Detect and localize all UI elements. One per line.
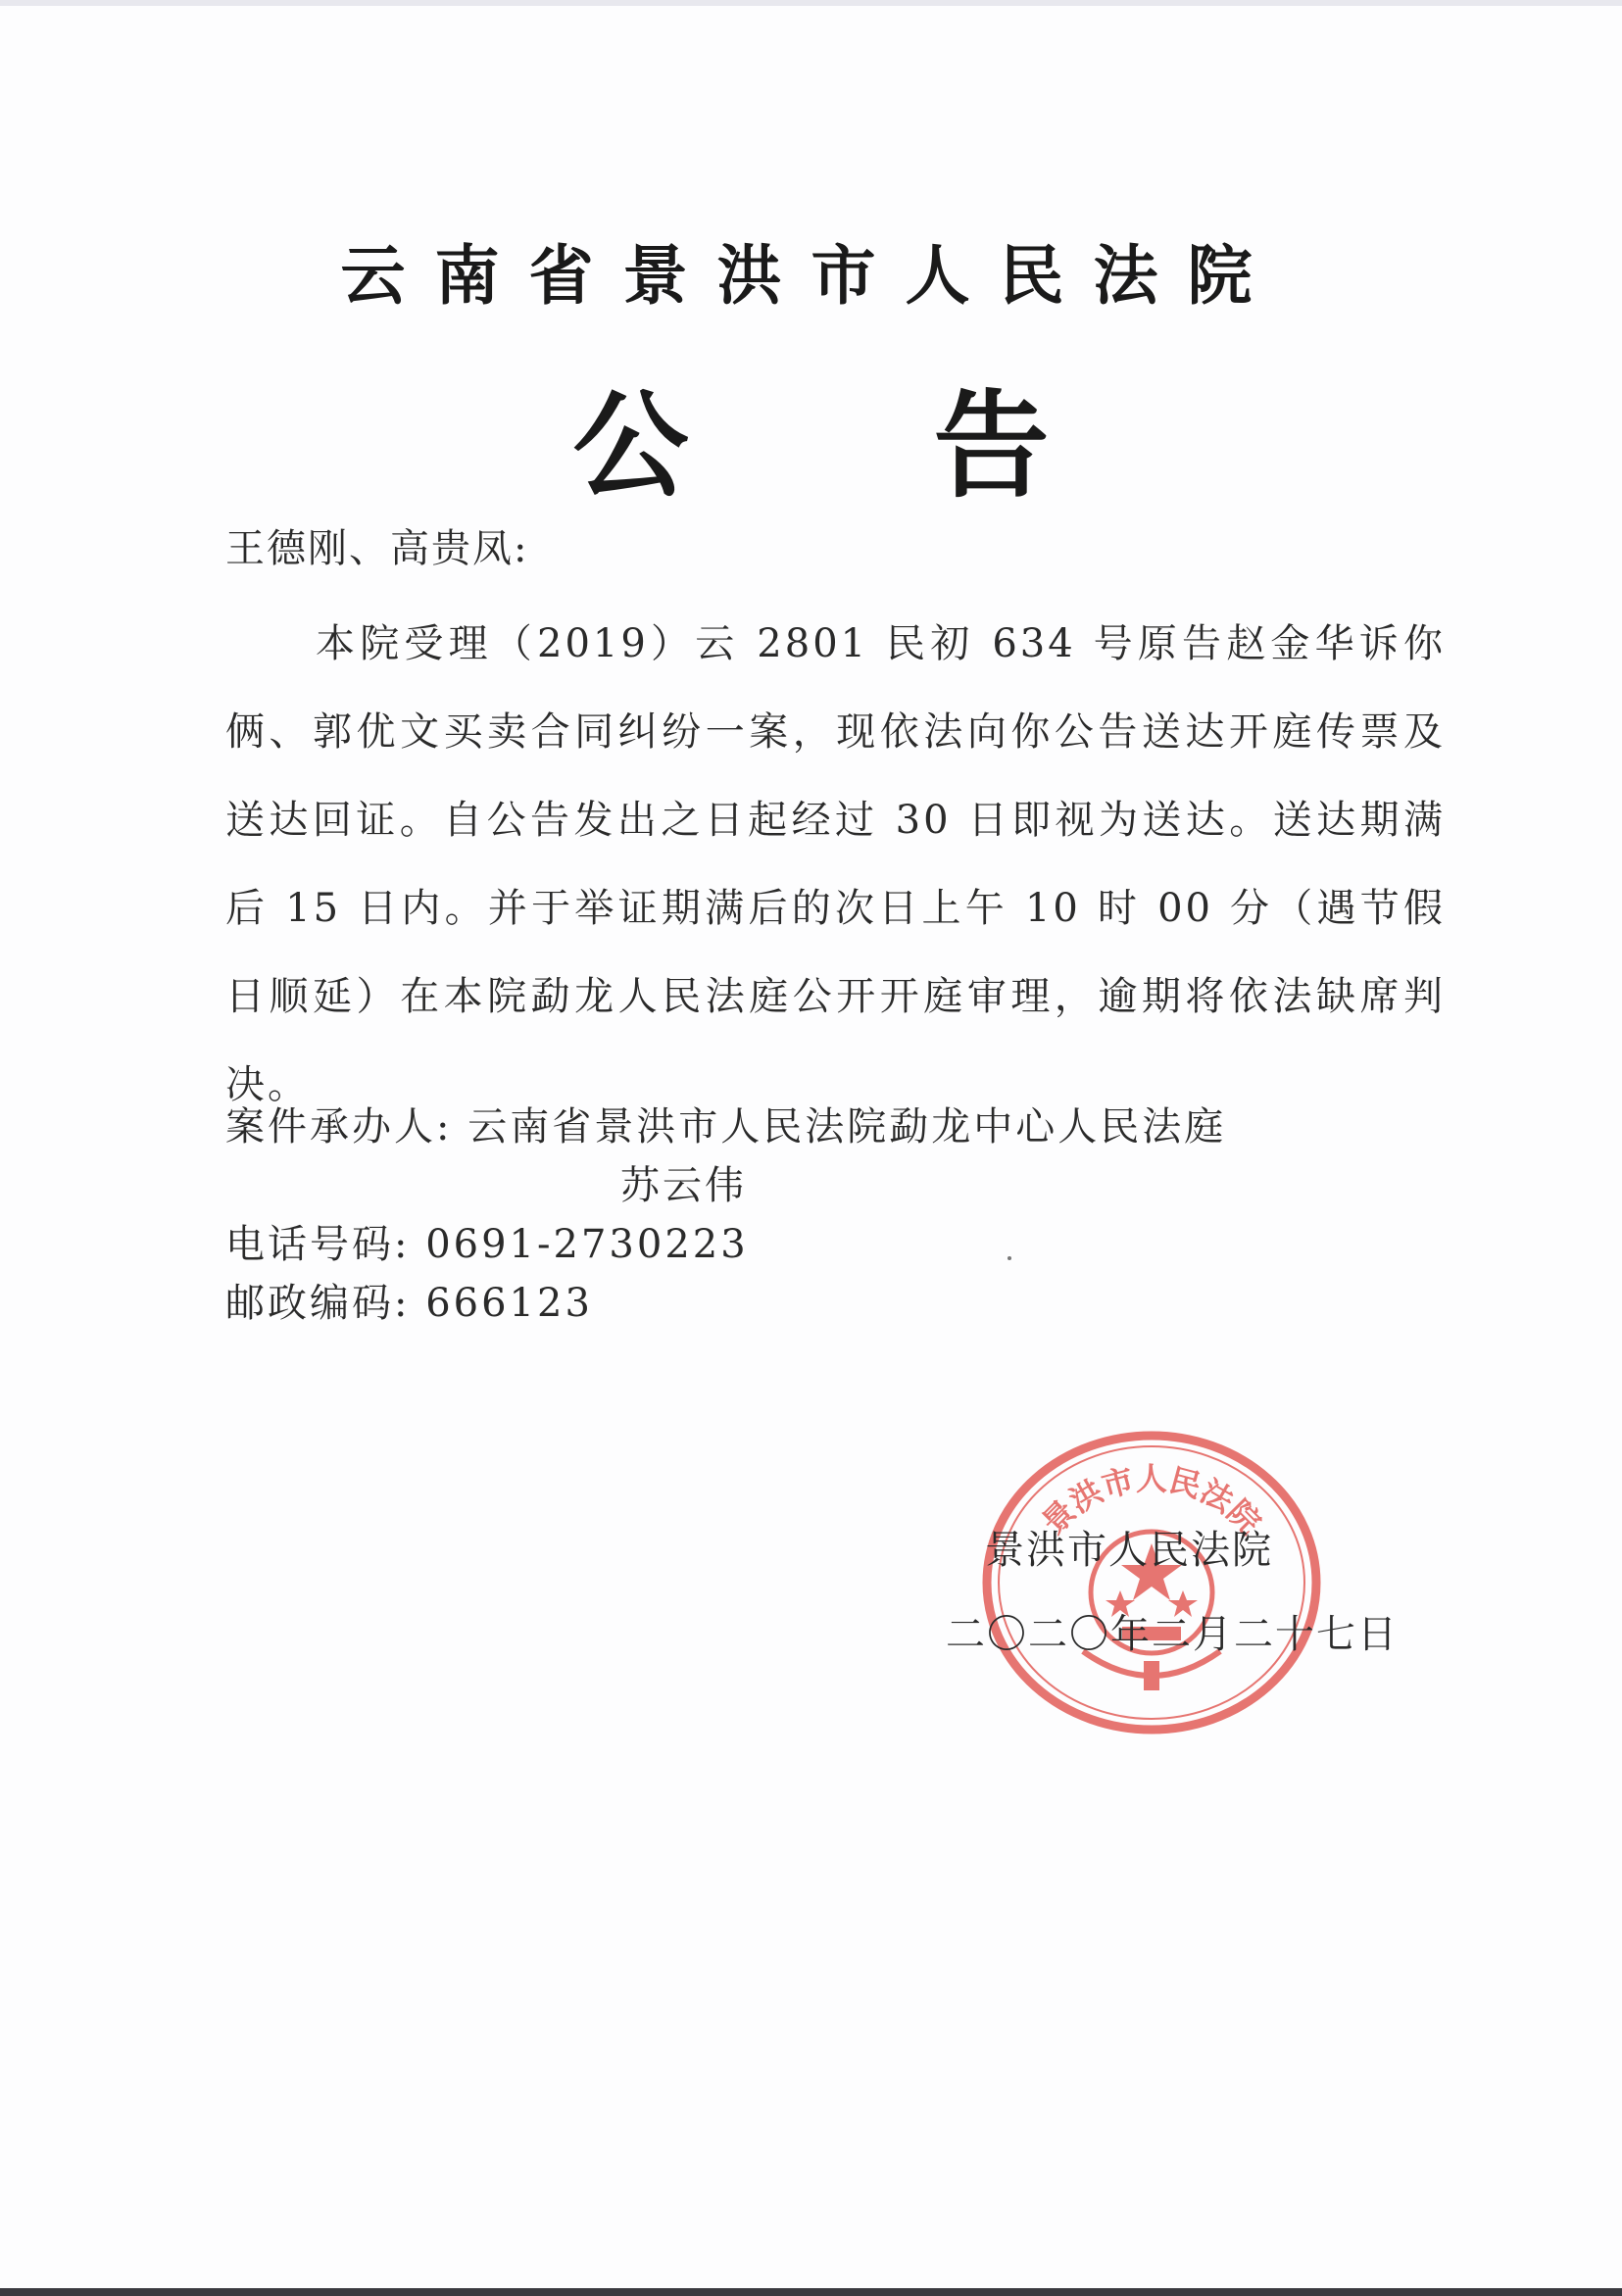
phone-row (225, 1215, 1226, 1274)
handler-name: 苏云伟 (620, 1163, 747, 1208)
postal-code: 666123 (425, 1281, 593, 1326)
signature-court: 景洪市人民法院 (985, 1528, 1273, 1573)
issue-date: 二〇二〇年二月二十七日 (946, 1612, 1399, 1657)
salutation: 王德刚、高贵凤: (225, 526, 529, 571)
notice-title (0, 353, 1622, 519)
scan-speck (1008, 1256, 1011, 1260)
handler-label: 案件承办人: (225, 1104, 453, 1149)
postal-label: 邮政编码: (225, 1281, 411, 1326)
postal-row (225, 1274, 1226, 1333)
court-seal-icon (975, 1426, 1328, 1739)
handler-org: 云南省景洪市人民法院勐龙中心人民法庭 (467, 1104, 1227, 1149)
phone-label: 电话号码: (225, 1222, 411, 1267)
contact-info (225, 1098, 1226, 1333)
notice-title-char: 告 (933, 377, 1050, 513)
phone-number: 0691-2730223 (425, 1222, 749, 1267)
scan-edge-bottom (0, 2288, 1622, 2296)
notice-body: 本院受理（2019）云 2801 民初 634 号原告赵金华诉你俩、郭优文买卖合同纠纷一案，现依法向你公告送达开庭传票及送达回证。自公告发出之日起经过 30 日即视为送达。送达期满后 15 日内。并于举证期满后的次日上午 10 时 00 分（遇节假日顺延）在本院勐龙人民法庭公开开庭审理，逾期将依法缺席判决。 (225, 621, 1446, 1107)
notice-title-char: 公 (572, 377, 689, 513)
handler-name-row (225, 1156, 1226, 1215)
court-name-heading: 云南省景洪市人民法院 (340, 237, 1282, 314)
handler-row (225, 1098, 1226, 1156)
scan-edge-top (0, 0, 1622, 6)
seal-text: 景洪市人民法院 (1034, 1460, 1269, 1541)
